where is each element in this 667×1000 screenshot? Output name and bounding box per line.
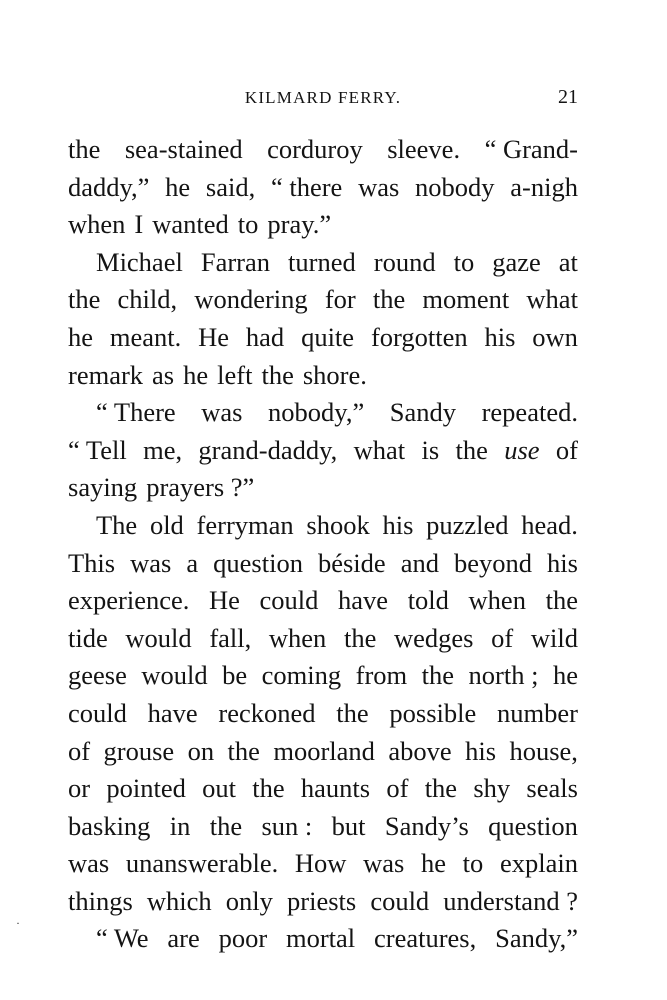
word: nobody	[415, 171, 495, 202]
word: Sandy’s	[384, 810, 469, 841]
word: wanted	[152, 209, 229, 240]
word: me,	[143, 434, 183, 465]
word: unanswerable.	[125, 848, 279, 879]
word: fall,	[209, 622, 252, 653]
word: things	[68, 885, 133, 916]
word: the	[336, 697, 369, 728]
word: when	[268, 622, 327, 653]
text-line	[68, 808, 578, 846]
word: was	[201, 397, 243, 428]
word: geese	[68, 660, 127, 691]
word: from	[355, 660, 408, 691]
word: only	[225, 885, 273, 916]
word: wedges	[394, 622, 474, 653]
word: pray.”	[267, 209, 332, 240]
text-line	[68, 469, 578, 507]
word: of	[68, 735, 91, 766]
word: the	[545, 585, 578, 616]
word: had	[245, 321, 285, 352]
word: have	[338, 585, 389, 616]
word: he	[552, 660, 578, 691]
word: what	[353, 434, 406, 465]
text-line	[68, 883, 578, 921]
word: his	[465, 735, 497, 766]
word: which	[146, 885, 212, 916]
text-line	[68, 244, 578, 282]
word: the	[424, 773, 458, 804]
word: daddy,”	[68, 171, 150, 202]
word: He	[209, 585, 240, 616]
word: child,	[117, 284, 178, 315]
word: house,	[509, 735, 578, 766]
word: his	[484, 321, 516, 352]
text-line	[68, 582, 578, 620]
word: could	[68, 697, 127, 728]
word: meant.	[109, 321, 182, 352]
word: tide	[68, 622, 108, 653]
word: when	[68, 209, 126, 240]
text-line	[68, 394, 578, 432]
word: priests	[287, 885, 357, 916]
word: pointed	[106, 773, 186, 804]
word: north ;	[468, 660, 539, 691]
word: beyond	[453, 547, 532, 578]
word: of	[386, 773, 409, 804]
word: reckoned	[218, 697, 316, 728]
word: is	[421, 434, 440, 465]
word: the	[209, 810, 243, 841]
word: a	[186, 547, 199, 578]
word: out	[202, 773, 236, 804]
word: was	[363, 848, 405, 879]
word: Farran	[200, 246, 271, 277]
word: was	[130, 547, 172, 578]
text-line	[68, 432, 578, 470]
text-line	[68, 545, 578, 583]
word: use	[504, 434, 540, 465]
word: he	[420, 848, 446, 879]
text-line	[68, 770, 578, 808]
word: old	[149, 509, 184, 540]
text-line	[68, 657, 578, 695]
word: his	[382, 509, 414, 540]
word: the	[372, 284, 406, 315]
text-line	[68, 206, 578, 244]
word: Sandy	[389, 397, 457, 428]
word: haunts	[300, 773, 371, 804]
text-line	[68, 131, 578, 169]
word: Michael	[96, 246, 183, 277]
word: left	[217, 359, 253, 390]
word: poor	[218, 923, 268, 954]
word: a-nigh	[510, 171, 578, 202]
word: be	[222, 660, 248, 691]
word: the	[421, 660, 455, 691]
text-line	[68, 281, 578, 319]
word: shore.	[302, 359, 367, 390]
word: in	[169, 810, 191, 841]
word: would	[125, 622, 192, 653]
word: was	[358, 171, 400, 202]
text-line	[68, 920, 578, 958]
word: béside	[317, 547, 386, 578]
word: shy	[473, 773, 511, 804]
word: told	[407, 585, 449, 616]
word: for	[324, 284, 356, 315]
word: the	[227, 735, 260, 766]
running-title: KILMARD FERRY.	[244, 88, 402, 107]
word: experience.	[68, 585, 190, 616]
text-line	[68, 169, 578, 207]
word: prayers ?”	[146, 472, 255, 503]
word: he	[165, 171, 191, 202]
word: the	[343, 622, 377, 653]
word: gaze	[492, 246, 541, 277]
word: moorland	[273, 735, 375, 766]
word: remark	[68, 359, 144, 390]
word: the	[261, 359, 294, 390]
text-line	[68, 319, 578, 357]
word: coming	[261, 660, 342, 691]
word: of	[491, 622, 514, 653]
word: wild	[530, 622, 578, 653]
word: of	[555, 434, 578, 465]
word: number	[497, 697, 578, 728]
word: understand ?	[443, 885, 578, 916]
word: question	[488, 810, 578, 841]
word: “ Tell	[68, 434, 127, 465]
word: nobody,”	[268, 397, 365, 428]
word: “ there	[270, 171, 343, 202]
word: the	[455, 434, 488, 465]
word: but	[331, 810, 366, 841]
word: saying	[68, 472, 138, 503]
word: when	[468, 585, 526, 616]
word: said,	[205, 171, 256, 202]
word: own	[532, 321, 578, 352]
word: could	[370, 885, 430, 916]
word: puzzled	[426, 509, 509, 540]
word: to	[462, 848, 484, 879]
word: shook	[306, 509, 370, 540]
word: would	[141, 660, 208, 691]
word: ferryman	[196, 509, 294, 540]
word: wondering	[194, 284, 308, 315]
body-text	[68, 131, 578, 958]
word: I	[134, 209, 144, 240]
word: “ Grand-	[484, 134, 578, 164]
word: he	[183, 359, 209, 390]
word: or	[68, 773, 91, 804]
word: the	[252, 773, 285, 804]
word: “ There	[96, 397, 176, 428]
text-line	[68, 733, 578, 771]
word: repeated.	[481, 397, 578, 428]
word: round	[373, 246, 436, 277]
text-line	[68, 695, 578, 733]
word: grouse	[103, 735, 175, 766]
word: sleeve.	[387, 134, 461, 164]
word: above	[388, 735, 452, 766]
word: basking	[68, 810, 151, 841]
word: to	[453, 246, 475, 277]
word: The	[96, 509, 138, 540]
word: mortal	[285, 923, 356, 954]
text-line	[68, 620, 578, 658]
word: to	[237, 209, 259, 240]
word: he	[68, 321, 94, 352]
word: seals	[526, 773, 578, 804]
word: and	[400, 547, 439, 578]
word: grand-daddy,	[198, 434, 338, 465]
text-line	[68, 357, 578, 395]
word: question	[213, 547, 303, 578]
word: This	[68, 547, 116, 578]
word: the	[68, 134, 101, 164]
word: quite	[301, 321, 355, 352]
word: moment	[422, 284, 510, 315]
word: sun :	[261, 810, 313, 841]
word: corduroy	[267, 134, 363, 164]
word: How	[294, 848, 347, 879]
word: what	[526, 284, 578, 315]
word: forgotten	[370, 321, 468, 352]
word: was	[68, 848, 110, 879]
word: turned	[288, 246, 356, 277]
word: the	[68, 284, 101, 315]
word: sea-stained	[124, 134, 243, 164]
word: have	[147, 697, 198, 728]
word: on	[187, 735, 215, 766]
word: at	[558, 246, 578, 277]
word: as	[152, 359, 175, 390]
text-line	[68, 845, 578, 883]
page-number: 21	[558, 86, 578, 108]
word: “ We	[96, 923, 149, 954]
word: head.	[521, 509, 578, 540]
margin-speck: ·	[16, 916, 20, 930]
word: He	[198, 321, 230, 352]
word: could	[259, 585, 319, 616]
word: creatures,	[374, 923, 477, 954]
word: his	[547, 547, 578, 578]
word: Sandy,”	[495, 923, 578, 954]
word: explain	[499, 848, 578, 879]
running-head	[68, 88, 578, 112]
word: are	[167, 923, 200, 954]
text-line	[68, 507, 578, 545]
word: possible	[389, 697, 477, 728]
